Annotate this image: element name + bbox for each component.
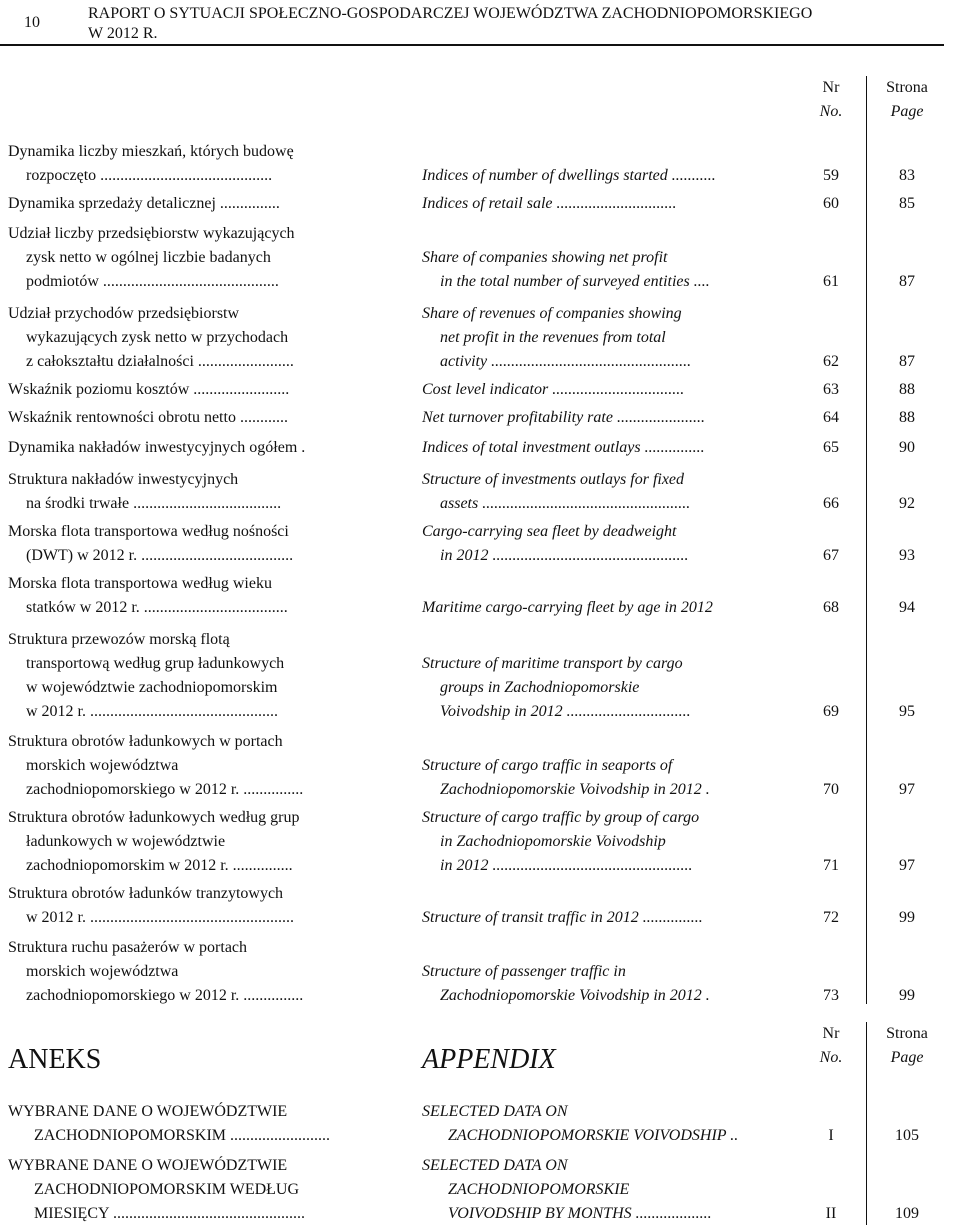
toc-entry-title-pl-line: w województwie zachodniopomorskim bbox=[26, 679, 278, 696]
toc-entry-row bbox=[0, 140, 960, 188]
toc-entry-page: 97 bbox=[899, 857, 915, 874]
toc-entry-title-en bbox=[422, 596, 802, 620]
toc-entry-title-pl-line: wykazujących zysk netto w przychodach bbox=[26, 329, 289, 346]
toc-entry-title-pl bbox=[8, 882, 378, 930]
annex-entry-row bbox=[0, 1100, 960, 1148]
annex-entry-page: 105 bbox=[895, 1127, 919, 1144]
toc-entry-number: 69 bbox=[823, 703, 839, 720]
annex-entry-title-en-line: SELECTED DATA ON bbox=[422, 1103, 568, 1120]
toc-entry-row bbox=[0, 730, 960, 802]
toc-entry-title-pl-line: podmiotów ............................................ bbox=[26, 273, 279, 290]
toc-entry-title-pl-line: Morska flota transportowa według wieku bbox=[8, 575, 272, 592]
toc-entry-title-en-line: Structure of passenger traffic in bbox=[422, 963, 626, 980]
annex-entry-title-en bbox=[422, 1100, 802, 1148]
toc-entry-title-pl-line: w 2012 r. ............................................... bbox=[26, 703, 278, 720]
toc-entry-title-en-line: Indices of retail sale .............................. bbox=[422, 195, 677, 212]
toc-entry-title-en bbox=[422, 302, 802, 374]
toc-entry-page: 92 bbox=[899, 495, 915, 512]
toc-entry-page: 99 bbox=[899, 987, 915, 1004]
toc-entry-title-pl-line: Wskaźnik rentowności obrotu netto ............ bbox=[8, 409, 288, 426]
page-number: 10 bbox=[24, 14, 40, 31]
toc-entry-title-en bbox=[422, 406, 802, 430]
toc-entry-title-en bbox=[422, 246, 802, 294]
toc-entry-title-en-line: Maritime cargo-carrying fleet by age in 2012 bbox=[422, 599, 713, 616]
annex-entry-title-pl-line: ZACHODNIOPOMORSKIM WEDŁUG bbox=[34, 1181, 300, 1198]
toc-entry-row bbox=[0, 882, 960, 930]
annex-title-en: APPENDIX bbox=[422, 1044, 556, 1075]
toc-entry-number: 62 bbox=[823, 353, 839, 370]
column-header-page: Strona Page bbox=[886, 79, 928, 120]
toc-entry-title-pl-line: w 2012 r. ................................................... bbox=[26, 909, 294, 926]
toc-entry-number: 61 bbox=[823, 273, 839, 290]
annex-entry-title-pl-line: WYBRANE DANE O WOJEWÓDZTWIE bbox=[8, 1103, 288, 1120]
toc-entry-title-en bbox=[422, 652, 802, 724]
toc-entry-title-en bbox=[422, 754, 802, 802]
toc-entry-title-en bbox=[422, 378, 802, 402]
toc-entry-page: 83 bbox=[899, 167, 915, 184]
toc-entry-row bbox=[0, 572, 960, 620]
page-header bbox=[0, 0, 944, 44]
toc-entry-title-en-line: activity .................................................. bbox=[440, 353, 692, 370]
toc-entry-number: 67 bbox=[823, 547, 839, 564]
toc-entry-title-pl-line: morskich województwa bbox=[26, 757, 179, 774]
toc-entry-page: 90 bbox=[899, 439, 915, 456]
toc-entry-title-en-line: groups in Zachodniopomorskie bbox=[440, 679, 640, 696]
toc-entry-title-pl bbox=[8, 192, 378, 216]
toc-entry-title-pl-line: morskich województwa bbox=[26, 963, 179, 980]
toc-entry-title-en-line: Structure of transit traffic in 2012 ............... bbox=[422, 909, 703, 926]
annex-entry-title-en-line: VOIVODSHIP BY MONTHS ................... bbox=[448, 1205, 712, 1222]
toc-entry-title-pl bbox=[8, 378, 378, 402]
toc-entry-title-pl-line: zachodniopomorskiego w 2012 r. ............... bbox=[26, 781, 304, 798]
toc-entry-number: 60 bbox=[823, 195, 839, 212]
toc-entry-row bbox=[0, 436, 960, 460]
toc-entry-title-pl-line: Dynamika nakładów inwestycyjnych ogółem . bbox=[8, 439, 306, 456]
toc-entry-title-en-line: Cost level indicator ................................. bbox=[422, 381, 685, 398]
toc-entry-title-en bbox=[422, 520, 802, 568]
toc-entry-title-pl-line: Morska flota transportowa według nośności bbox=[8, 523, 289, 540]
toc-entry-number: 64 bbox=[823, 409, 839, 426]
toc-entry-title-en-line: Indices of number of dwellings started ........... bbox=[422, 167, 716, 184]
toc-entry-title-pl-line: transportową według grup ładunkowych bbox=[26, 655, 285, 672]
toc-entry-title-en bbox=[422, 906, 802, 930]
toc-entry-title-en bbox=[422, 164, 802, 188]
annex-entry-title-pl bbox=[8, 1100, 378, 1148]
toc-entry-title-en-line: in the total number of surveyed entities .... bbox=[440, 273, 710, 290]
toc-entry-title-pl-line: Struktura przewozów morską flotą bbox=[8, 631, 230, 648]
toc-entry-number: 73 bbox=[823, 987, 839, 1004]
toc-entry-title-pl-line: rozpoczęto ........................................... bbox=[26, 167, 273, 184]
toc-entry-row bbox=[0, 520, 960, 568]
toc-entry-page: 88 bbox=[899, 381, 915, 398]
annex-entry-row bbox=[0, 1154, 960, 1226]
toc-entry-page: 95 bbox=[899, 703, 915, 720]
toc-entry-title-pl bbox=[8, 572, 378, 620]
toc-entry-page: 87 bbox=[899, 353, 915, 370]
toc-entry-title-pl-line: Struktura ruchu pasażerów w portach bbox=[8, 939, 248, 956]
annex-entry-number: I bbox=[828, 1127, 834, 1144]
toc-entry-title-pl-line: zachodniopomorskim w 2012 r. ............... bbox=[26, 857, 293, 874]
toc-entry-title-en-line: Voivodship in 2012 ............................... bbox=[440, 703, 691, 720]
annex-entry-title-en-line: SELECTED DATA ON bbox=[422, 1157, 568, 1174]
toc-entry-title-pl-line: Struktura obrotów ładunkowych w portach bbox=[8, 733, 283, 750]
toc-entry-title-en bbox=[422, 192, 802, 216]
toc-entry-row bbox=[0, 222, 960, 294]
toc-entry-title-en-line: in 2012 .................................................. bbox=[440, 857, 693, 874]
toc-entry-page: 97 bbox=[899, 781, 915, 798]
annex-entry-title-pl-line: ZACHODNIOPOMORSKIM ......................... bbox=[34, 1127, 331, 1144]
toc-entry-title-en-line: Structure of cargo traffic in seaports of bbox=[422, 757, 673, 774]
toc-entry-row bbox=[0, 192, 960, 216]
toc-entry-title-pl-line: ładunkowych w województwie bbox=[26, 833, 226, 850]
toc-entry-title-pl bbox=[8, 222, 378, 294]
toc-entry-row bbox=[0, 628, 960, 724]
toc-entry-title-en bbox=[422, 468, 802, 516]
toc-entry-title-en-line: assets .................................................... bbox=[440, 495, 691, 512]
toc-entry-title-pl bbox=[8, 628, 378, 724]
toc-entry-page: 88 bbox=[899, 409, 915, 426]
annex-entry-title-pl bbox=[8, 1154, 378, 1226]
toc-entry-title-pl-line: Udział liczby przedsiębiorstw wykazujących bbox=[8, 225, 295, 242]
toc-entry-title-en-line: Structure of investments outlays for fixed bbox=[422, 471, 685, 488]
toc-entry-page: 85 bbox=[899, 195, 915, 212]
toc-entry-title-en bbox=[422, 960, 802, 1008]
toc-entry-title-pl-line: na środki trwałe ..................................... bbox=[26, 495, 282, 512]
toc-entry-title-pl-line: statków w 2012 r. .................................... bbox=[26, 599, 288, 616]
toc-entry-title-en-line: in Zachodniopomorskie Voivodship bbox=[440, 833, 666, 850]
annex-entry-number: II bbox=[825, 1205, 837, 1222]
toc-entry-number: 63 bbox=[823, 381, 839, 398]
toc-entry-title-pl bbox=[8, 468, 378, 516]
annex-column-header-page: Strona Page bbox=[886, 1025, 928, 1066]
toc-entry-row bbox=[0, 468, 960, 516]
toc-entry-row bbox=[0, 936, 960, 1008]
toc-entry-title-en-line: Indices of total investment outlays ............... bbox=[422, 439, 705, 456]
toc-entry-title-pl-line: z całokształtu działalności ........................ bbox=[26, 353, 294, 370]
toc-entry-title-en-line: Zachodniopomorskie Voivodship in 2012 . bbox=[440, 987, 710, 1004]
toc-entry-number: 65 bbox=[823, 439, 839, 456]
toc-entry-row bbox=[0, 302, 960, 374]
annex-entry-title-pl-line: WYBRANE DANE O WOJEWÓDZTWIE bbox=[8, 1157, 288, 1174]
annex-column-header-nr: Nr No. bbox=[819, 1025, 843, 1066]
annex-entry-title-en-line: ZACHODNIOPOMORSKIE VOIVODSHIP .. bbox=[448, 1127, 739, 1144]
toc-entry-title-en-line: Structure of cargo traffic by group of cargo bbox=[422, 809, 700, 826]
toc-entry-title-en-line: net profit in the revenues from total bbox=[440, 329, 666, 346]
toc-entry-page: 87 bbox=[899, 273, 915, 290]
toc-entry-title-pl-line: Dynamika liczby mieszkań, których budowę bbox=[8, 143, 294, 160]
toc-entry-title-en-line: Cargo-carrying sea fleet by deadweight bbox=[422, 523, 677, 540]
toc-entry-title-pl bbox=[8, 936, 378, 1008]
toc-entry-title-pl bbox=[8, 406, 378, 430]
toc-entry-page: 94 bbox=[899, 599, 915, 616]
toc-entry-title-pl bbox=[8, 302, 378, 374]
toc-entry-title-en bbox=[422, 436, 802, 460]
toc-entry-page: 99 bbox=[899, 909, 915, 926]
annex-entry-title-en bbox=[422, 1154, 802, 1226]
annex-title-pl: ANEKS bbox=[8, 1044, 102, 1075]
report-title: RAPORT O SYTUACJI SPOŁECZNO-GOSPODARCZEJ WOJEWÓDZTWA ZACHODNIOPOMORSKIEGO W 2012 R. bbox=[88, 5, 813, 42]
toc-entry-title-pl-line: zachodniopomorskiego w 2012 r. ............... bbox=[26, 987, 304, 1004]
annex-entry-title-en-line: ZACHODNIOPOMORSKIE bbox=[448, 1181, 630, 1198]
toc-entry-title-pl bbox=[8, 520, 378, 568]
toc-entry-number: 68 bbox=[823, 599, 839, 616]
toc-entry-row bbox=[0, 406, 960, 430]
toc-entry-title-pl bbox=[8, 140, 378, 188]
toc-entry-title-en-line: in 2012 ................................................. bbox=[440, 547, 689, 564]
toc-entry-title-en-line: Structure of maritime transport by cargo bbox=[422, 655, 683, 672]
toc-entry-title-pl-line: zysk netto w ogólnej liczbie badanych bbox=[26, 249, 271, 266]
toc-entry-number: 72 bbox=[823, 909, 839, 926]
toc-entry-number: 59 bbox=[823, 167, 839, 184]
toc-entry-title-en-line: Zachodniopomorskie Voivodship in 2012 . bbox=[440, 781, 710, 798]
toc-entry-row bbox=[0, 806, 960, 878]
toc-entry-title-en-line: Net turnover profitability rate ...................... bbox=[422, 409, 705, 426]
toc-entry-title-pl-line: Struktura nakładów inwestycyjnych bbox=[8, 471, 239, 488]
toc-entry-title-en-line: Share of revenues of companies showing bbox=[422, 305, 682, 322]
toc-entry-title-en-line: Share of companies showing net profit bbox=[422, 249, 668, 266]
toc-entry-title-pl bbox=[8, 436, 378, 460]
header-rule bbox=[0, 44, 944, 46]
toc-entry-title-pl-line: Struktura obrotów ładunków tranzytowych bbox=[8, 885, 284, 902]
toc-entry-title-en bbox=[422, 806, 802, 878]
annex-entry-page: 109 bbox=[895, 1205, 919, 1222]
toc-entry-title-pl-line: Dynamika sprzedaży detalicznej ............... bbox=[8, 195, 280, 212]
toc-entry-number: 70 bbox=[823, 781, 839, 798]
toc-entry-row bbox=[0, 378, 960, 402]
column-header-nr: Nr No. bbox=[819, 79, 843, 120]
toc-entry-number: 66 bbox=[823, 495, 839, 512]
toc-entry-title-pl-line: (DWT) w 2012 r. ...................................... bbox=[26, 547, 294, 564]
toc-entry-number: 71 bbox=[823, 857, 839, 874]
toc-entry-page: 93 bbox=[899, 547, 915, 564]
toc-entry-title-pl-line: Wskaźnik poziomu kosztów ........................ bbox=[8, 381, 290, 398]
toc-entry-title-pl bbox=[8, 806, 378, 878]
toc-entry-title-pl-line: Udział przychodów przedsiębiorstw bbox=[8, 305, 240, 322]
annex-entry-title-pl-line: MIESIĘCY ................................................ bbox=[34, 1205, 305, 1222]
toc-entry-title-pl bbox=[8, 730, 378, 802]
toc-entry-title-pl-line: Struktura obrotów ładunkowych według grup bbox=[8, 809, 300, 826]
